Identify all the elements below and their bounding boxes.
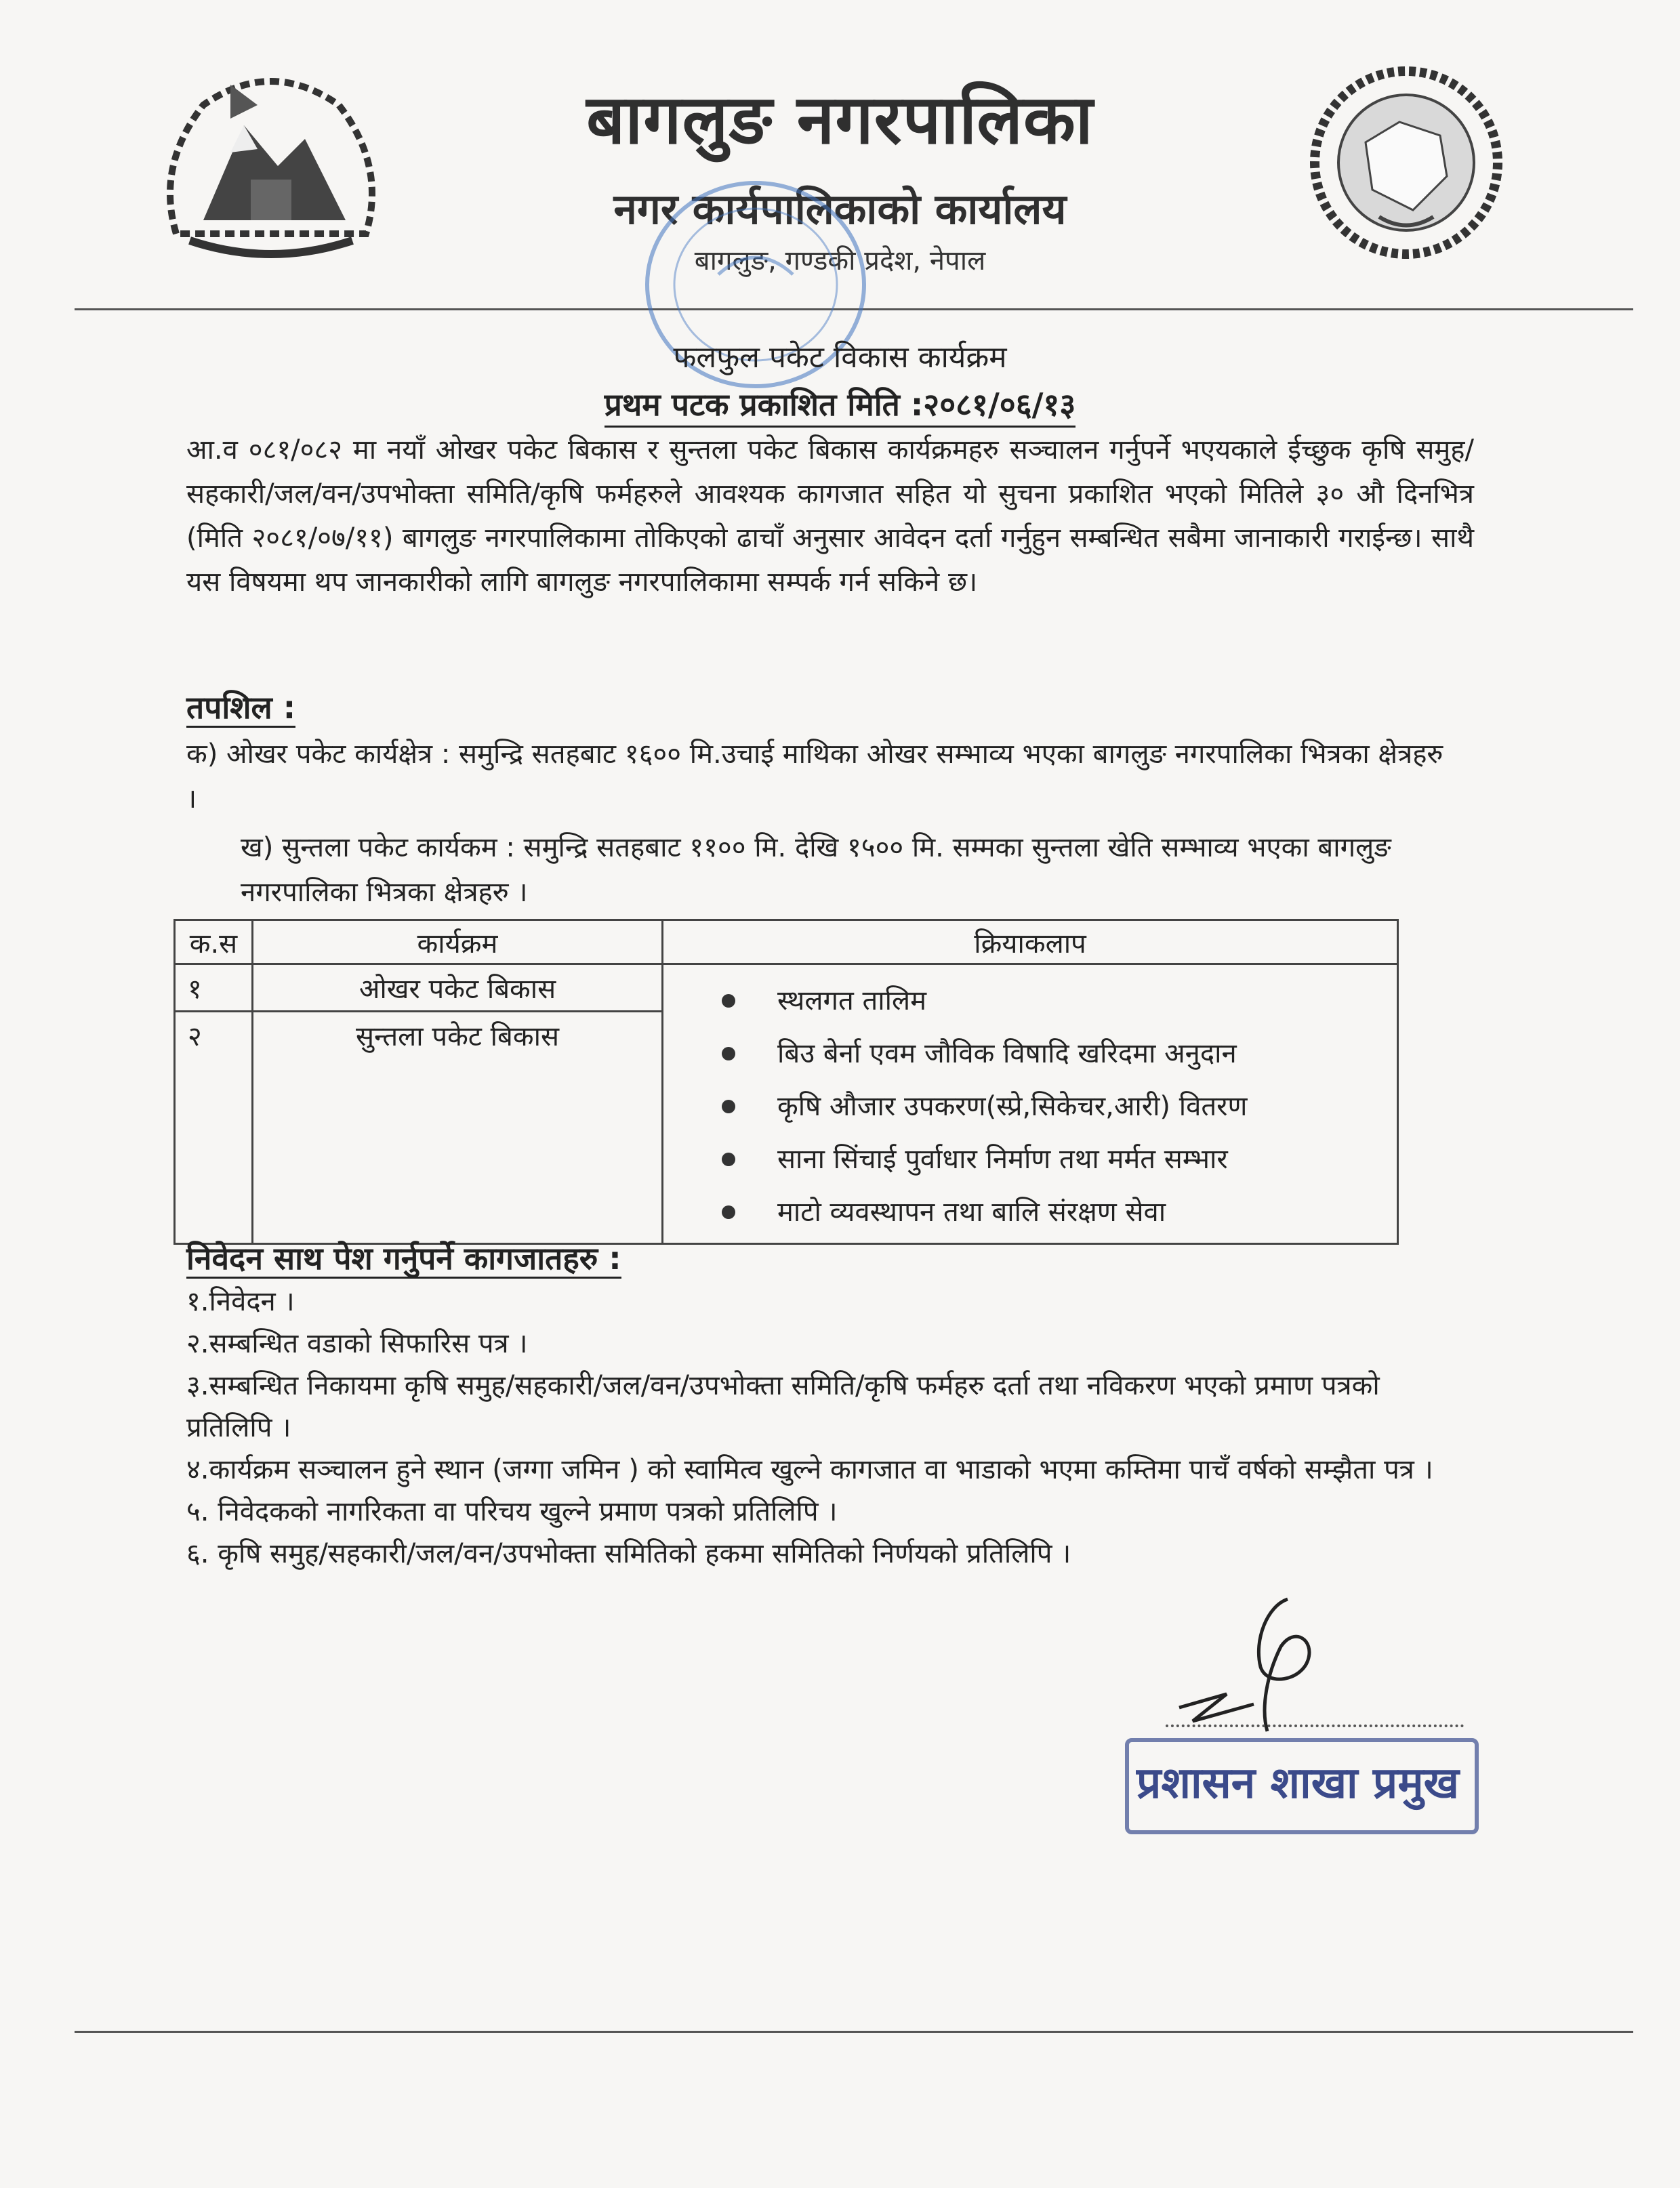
bullet-icon: [722, 1100, 735, 1113]
table-cell-sn: २: [175, 1012, 253, 1244]
designation-stamp: प्रशासन शाखा प्रमुख: [1136, 1758, 1459, 1809]
list-item: २.सम्बन्धित वडाको सिफारिस पत्र ।: [186, 1328, 528, 1359]
signature: [1152, 1586, 1328, 1741]
table-cell-program: सुन्तला पकेट बिकास: [253, 1012, 663, 1244]
activity-text: स्थलगत तालिम: [777, 985, 927, 1016]
activity-text: माटो व्यवस्थापन तथा बालि संरक्षण सेवा: [777, 1197, 1166, 1228]
activity-text: कृषि औजार उपकरण(स्प्रे,सिकेचर,आरी) वितरण: [777, 1091, 1248, 1122]
table-header-activities: क्रियाकलाप: [663, 920, 1398, 964]
activity-text: बिउ बेर्ना एवम जौविक विषादि खरिदमा अनुदान: [777, 1038, 1237, 1069]
activities-cell: [663, 964, 1398, 1244]
bullet-icon: [722, 994, 735, 1008]
activities-list: [676, 969, 1385, 1239]
table-row: [175, 964, 1398, 1012]
bullet-icon: [722, 1205, 735, 1219]
list-item: ४.कार्यक्रम सञ्चालन हुने स्थान (जग्गा जमिन ) को स्वामित्व खुल्ने कागजात वा भाडाको भएमा कम्तिमा पाचँ वर्षको सम्झैता पत्र ।: [186, 1454, 1433, 1485]
table-header-program: कार्यक्रम: [253, 920, 663, 964]
detail-item-a: क) ओखर पकेट कार्यक्षेत्र : समुन्द्रि सतहबाट १६०० मि.उचाई माथिका ओखर सम्भाव्य भएका बागलुङ नगरपालिका भित्रका क्षेत्रहरु ।: [186, 739, 1443, 814]
list-item: [716, 1080, 1385, 1133]
table-header-row: [175, 920, 1398, 964]
table-cell-program: ओखर पकेट बिकास: [253, 964, 663, 1012]
office-address: बागलुङ, गण्डकी प्रदेश, नेपाल: [694, 245, 986, 276]
detail-item-b: ख) सुन्तला पकेट कार्यकम : समुन्द्रि सतहबाट ११०० मि. देखि १५०० मि. सम्मका सुन्तला खेति सम्भाव्य भएका बागलुङ नगरपालिका भित्रका क्षेत्रहरु ।: [241, 832, 1391, 908]
program-title: फलफुल पकेट विकास कार्यक्रम: [673, 340, 1007, 375]
office-name: नगर कार्यपालिकाको कार्यालय: [613, 184, 1067, 234]
list-item: [716, 1186, 1385, 1239]
details-heading-text: तपशिल :: [186, 689, 295, 728]
publication-date-text: प्रथम पटक प्रकाशित मिति :२०८१/०६/१३: [605, 386, 1076, 428]
documents-heading: [186, 1237, 621, 1279]
table-header-sn: क.स: [175, 920, 253, 964]
bullet-icon: [722, 1047, 735, 1060]
activity-text: साना सिंचाई पुर्वाधार निर्माण तथा मर्मत सम्भार: [777, 1144, 1228, 1175]
footer-divider: [75, 2031, 1633, 2033]
documents-list: [186, 1281, 1460, 1575]
notice-paragraph: आ.व ०८१/०८२ मा नयाँ ओखर पकेट बिकास र सुन्तला पकेट बिकास कार्यक्रमहरु सञ्चालन गर्नुपर्ने भएयकाले ईच्छुक कृषि समुह/सहकारी/जल/वन/उपभोक्ता समिति/कृषि फर्महरुले आवश्यक कागजात सहित यो सुचना प्रकाशित भएको मितिले ३० औ दिनभित्र (मिति २०८१/०७/११) बागलुङ नगरपालिकामा तोकिएको ढाचाँ अनुसार आवेदन दर्ता गर्नुहुन सम्बन्धित सबैमा जानाकारी गराईन्छ। साथै यस विषयमा थप जानकारीको लागि बागलुङ नगरपालिकामा सम्पर्क गर्न सकिने छ।: [186, 434, 1474, 598]
list-item: [716, 1027, 1385, 1080]
publication-date: [0, 383, 1680, 425]
organization-name: बागलुङ नगरपालिका: [586, 80, 1094, 159]
signature-line: [1166, 1725, 1464, 1727]
list-item: ६. कृषि समुह/सहकारी/जल/वन/उपभोक्ता समितिको हकमा समितिको निर्णयको प्रतिलिपि ।: [186, 1538, 1071, 1569]
list-item: ३.सम्बन्धित निकायमा कृषि समुह/सहकारी/जल/वन/उपभोक्ता समिति/कृषि फर्महरु दर्ता तथा नविकरण भएको प्रमाण पत्रको प्रतिलिपि ।: [186, 1370, 1380, 1443]
documents-heading-text: निवेदन साथ पेश गर्नुपर्ने कागजातहरु :: [186, 1240, 621, 1279]
details-heading: [186, 686, 295, 728]
list-item: [716, 974, 1385, 1027]
list-item: [716, 1133, 1385, 1186]
table-cell-sn: १: [175, 964, 253, 1012]
list-item: ५. निवेदकको नागरिकता वा परिचय खुल्ने प्रमाण पत्रको प्रतिलिपि ।: [186, 1496, 838, 1527]
list-item: १.निवेदन ।: [186, 1286, 295, 1317]
bullet-icon: [722, 1153, 735, 1166]
program-table: [173, 919, 1399, 1245]
